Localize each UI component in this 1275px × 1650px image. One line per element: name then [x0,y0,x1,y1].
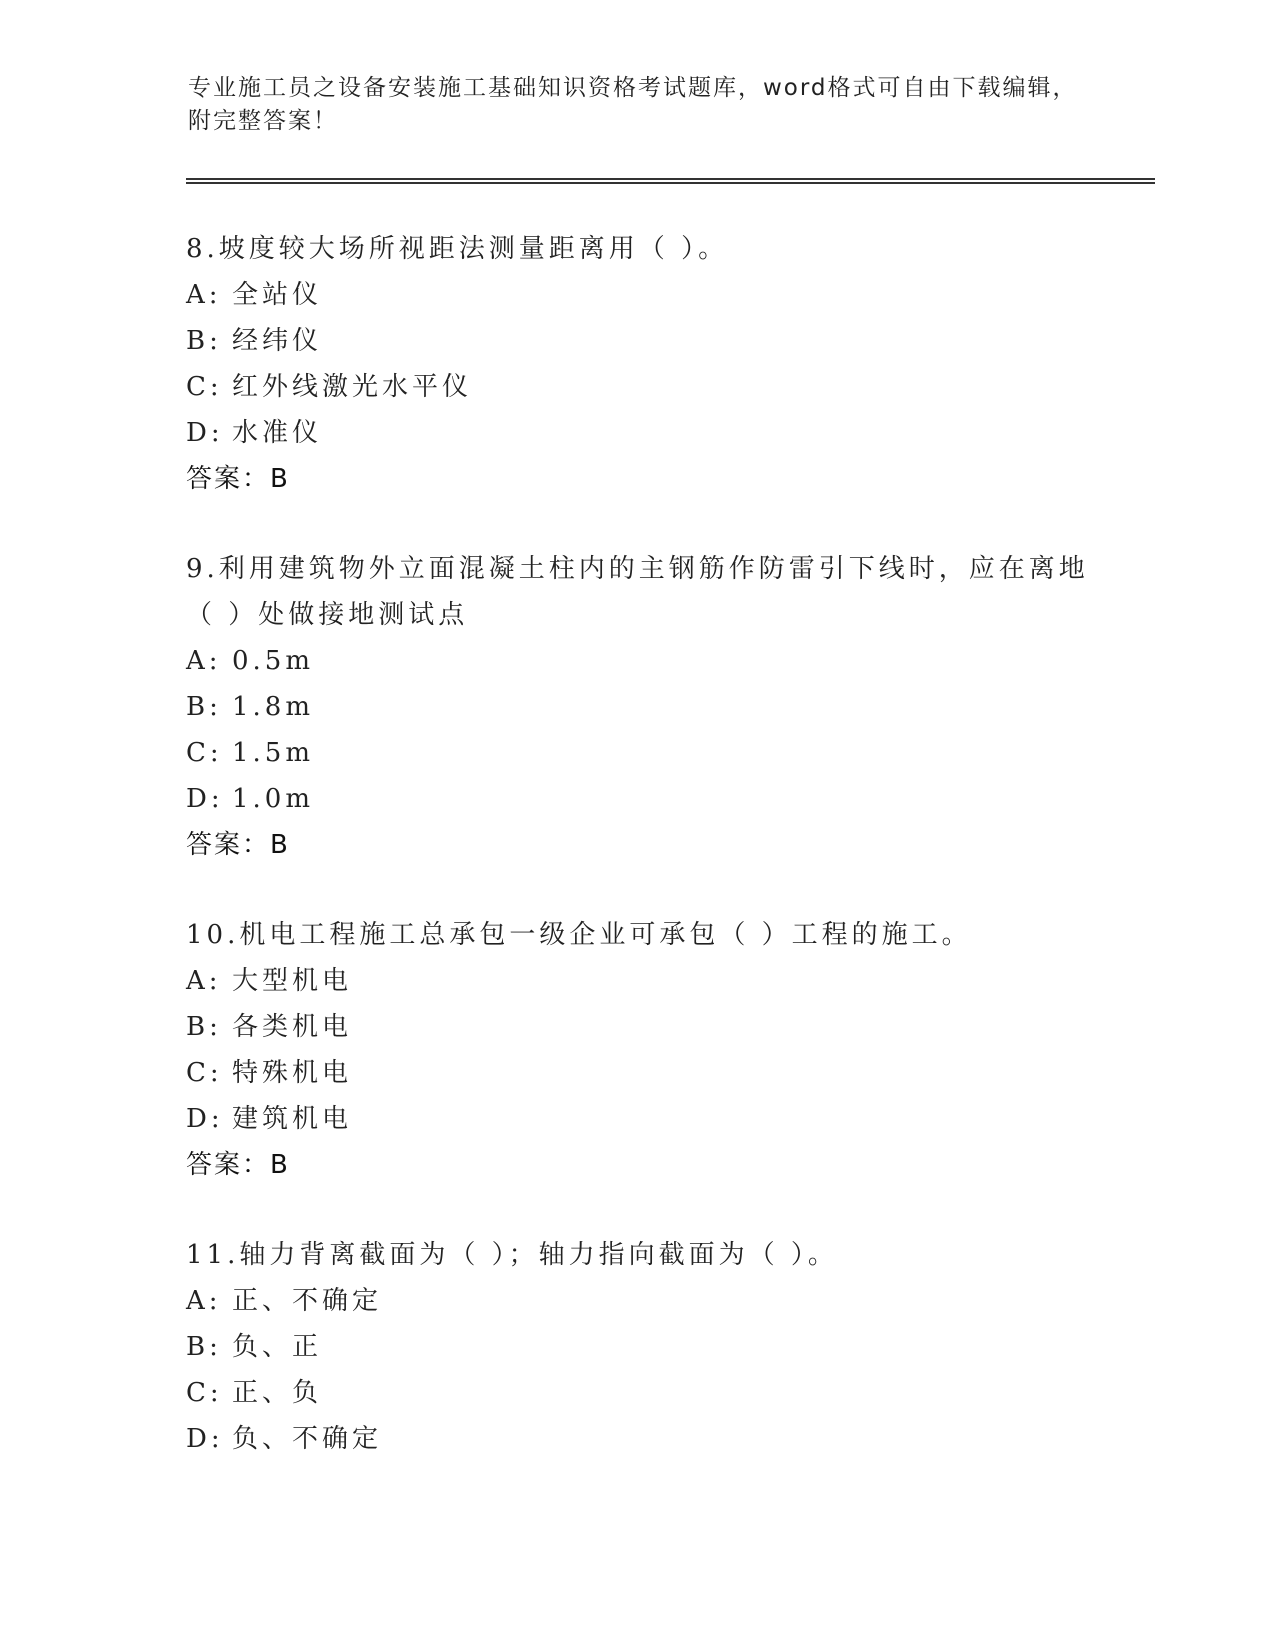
question-stem: 11.轴力背离截面为（ ）；轴力指向截面为（ ）。 [186,1240,838,1270]
option-text: 建筑机电 [232,1104,353,1134]
option-b [186,1004,1186,1050]
question-9 [186,546,1186,868]
header-line-2: 附完整答案！ [188,108,338,134]
option-key: D: [186,1424,224,1454]
option-key: A: [186,1286,222,1316]
option-text: 大型机电 [232,966,353,996]
answer-line: 答案：B [186,1150,290,1180]
option-key: B: [186,692,222,722]
option-text: 正、不确定 [232,1286,383,1316]
question-8 [186,226,1186,502]
answer-line: 答案：B [186,830,290,860]
option-key: D: [186,784,224,814]
option-text: 1.5m [232,738,315,768]
option-text: 经纬仪 [232,326,323,356]
option-text: 各类机电 [232,1012,353,1042]
document-header [188,72,1088,138]
option-c [186,364,1186,410]
option-d [186,1416,1186,1462]
option-c [186,730,1186,776]
question-10 [186,912,1186,1188]
option-c [186,1050,1186,1096]
header-line-1: 专业施工员之设备安装施工基础知识资格考试题库，word格式可自由下载编辑， [188,75,1078,101]
option-key: C: [186,738,223,768]
option-a [186,958,1186,1004]
option-text: 负、不确定 [232,1424,383,1454]
option-key: D: [186,418,224,448]
option-key: B: [186,1012,222,1042]
option-a [186,272,1186,318]
option-d [186,1096,1186,1142]
option-key: C: [186,1378,223,1408]
option-text: 1.8m [232,692,315,722]
option-key: A: [186,966,222,996]
option-d [186,776,1186,822]
option-key: B: [186,326,222,356]
option-key: A: [186,646,222,676]
option-b [186,1324,1186,1370]
option-b [186,318,1186,364]
option-text: 负、正 [232,1332,323,1362]
option-text: 水准仪 [232,418,323,448]
option-text: 红外线激光水平仪 [232,372,473,402]
question-11 [186,1232,1186,1462]
option-key: A: [186,280,222,310]
question-stem: 8.坡度较大场所视距法测量距离用（ ）。 [186,234,729,264]
option-text: 正、负 [232,1378,323,1408]
option-c [186,1370,1186,1416]
header-double-rule [186,178,1155,184]
question-stem: 9.利用建筑物外立面混凝土柱内的主钢筋作防雷引下线时，应在离地 [186,554,1089,584]
option-d [186,410,1186,456]
option-text: 特殊机电 [232,1058,353,1088]
option-a [186,1278,1186,1324]
option-key: B: [186,1332,222,1362]
option-text: 0.5m [232,646,315,676]
option-key: C: [186,1058,223,1088]
question-stem-continued: （ ）处做接地测试点 [186,600,469,630]
option-key: D: [186,1104,224,1134]
option-a [186,638,1186,684]
option-b [186,684,1186,730]
option-key: C: [186,372,223,402]
option-text: 1.0m [232,784,315,814]
option-text: 全站仪 [232,280,323,310]
question-stem: 10.机电工程施工总承包一级企业可承包（ ）工程的施工。 [186,920,972,950]
answer-line: 答案：B [186,464,290,494]
